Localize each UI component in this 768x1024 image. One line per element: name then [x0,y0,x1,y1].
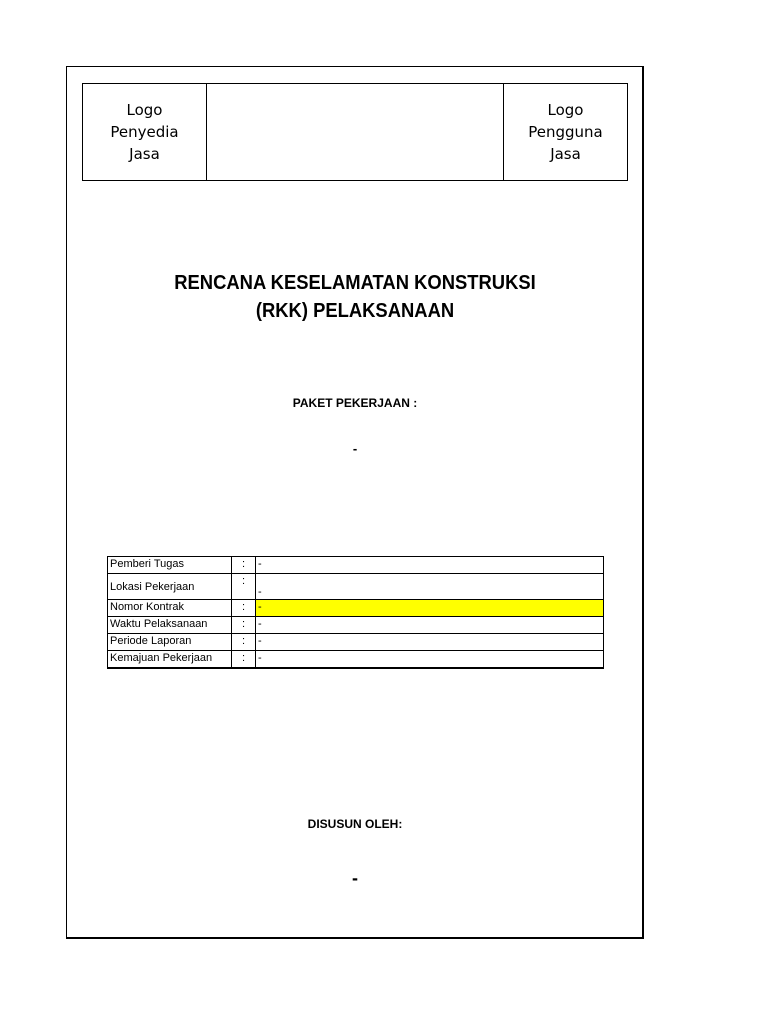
row-label: Kemajuan Pekerjaan [108,651,232,669]
table-row [108,634,604,651]
header-logo-table [82,83,628,181]
logo-penyedia-jasa: Logo Penyedia Jasa [83,84,207,180]
row-colon: : [232,574,256,600]
table-row [108,574,604,600]
row-value[interactable]: - [256,651,604,669]
disusun-oleh-label: DISUSUN OLEH: [307,817,403,831]
row-value[interactable]: - [256,634,604,651]
document-page-border [66,66,644,939]
row-colon: : [232,557,256,574]
row-value[interactable]: - [256,574,604,600]
row-colon: : [232,617,256,634]
disusun-oleh-value: - [352,868,358,888]
table-row [108,617,604,634]
row-label: Waktu Pelaksanaan [108,617,232,634]
row-label: Lokasi Pekerjaan [108,574,232,600]
table-row [108,600,604,617]
row-value[interactable]: - [256,617,604,634]
row-colon: : [232,634,256,651]
row-colon: : [232,651,256,669]
document-title [89,269,621,325]
row-label: Periode Laporan [108,634,232,651]
header-center-cell [207,84,503,180]
logo-pengguna-jasa: Logo Pengguna Jasa [503,84,627,180]
row-label: Pemberi Tugas [108,557,232,574]
row-value[interactable]: - [256,557,604,574]
paket-pekerjaan-label: PAKET PEKERJAAN : [292,396,418,410]
table-row [108,651,604,669]
title-line-1: RENCANA KESELAMATAN KONSTRUKSI [174,272,536,294]
row-value-highlighted[interactable]: - [256,600,604,617]
table-row [108,557,604,574]
project-info-table [107,556,604,669]
paket-pekerjaan-value: - [352,441,358,456]
row-colon: : [232,600,256,617]
row-label: Nomor Kontrak [108,600,232,617]
title-line-2: (RKK) PELAKSANAAN [255,300,455,322]
